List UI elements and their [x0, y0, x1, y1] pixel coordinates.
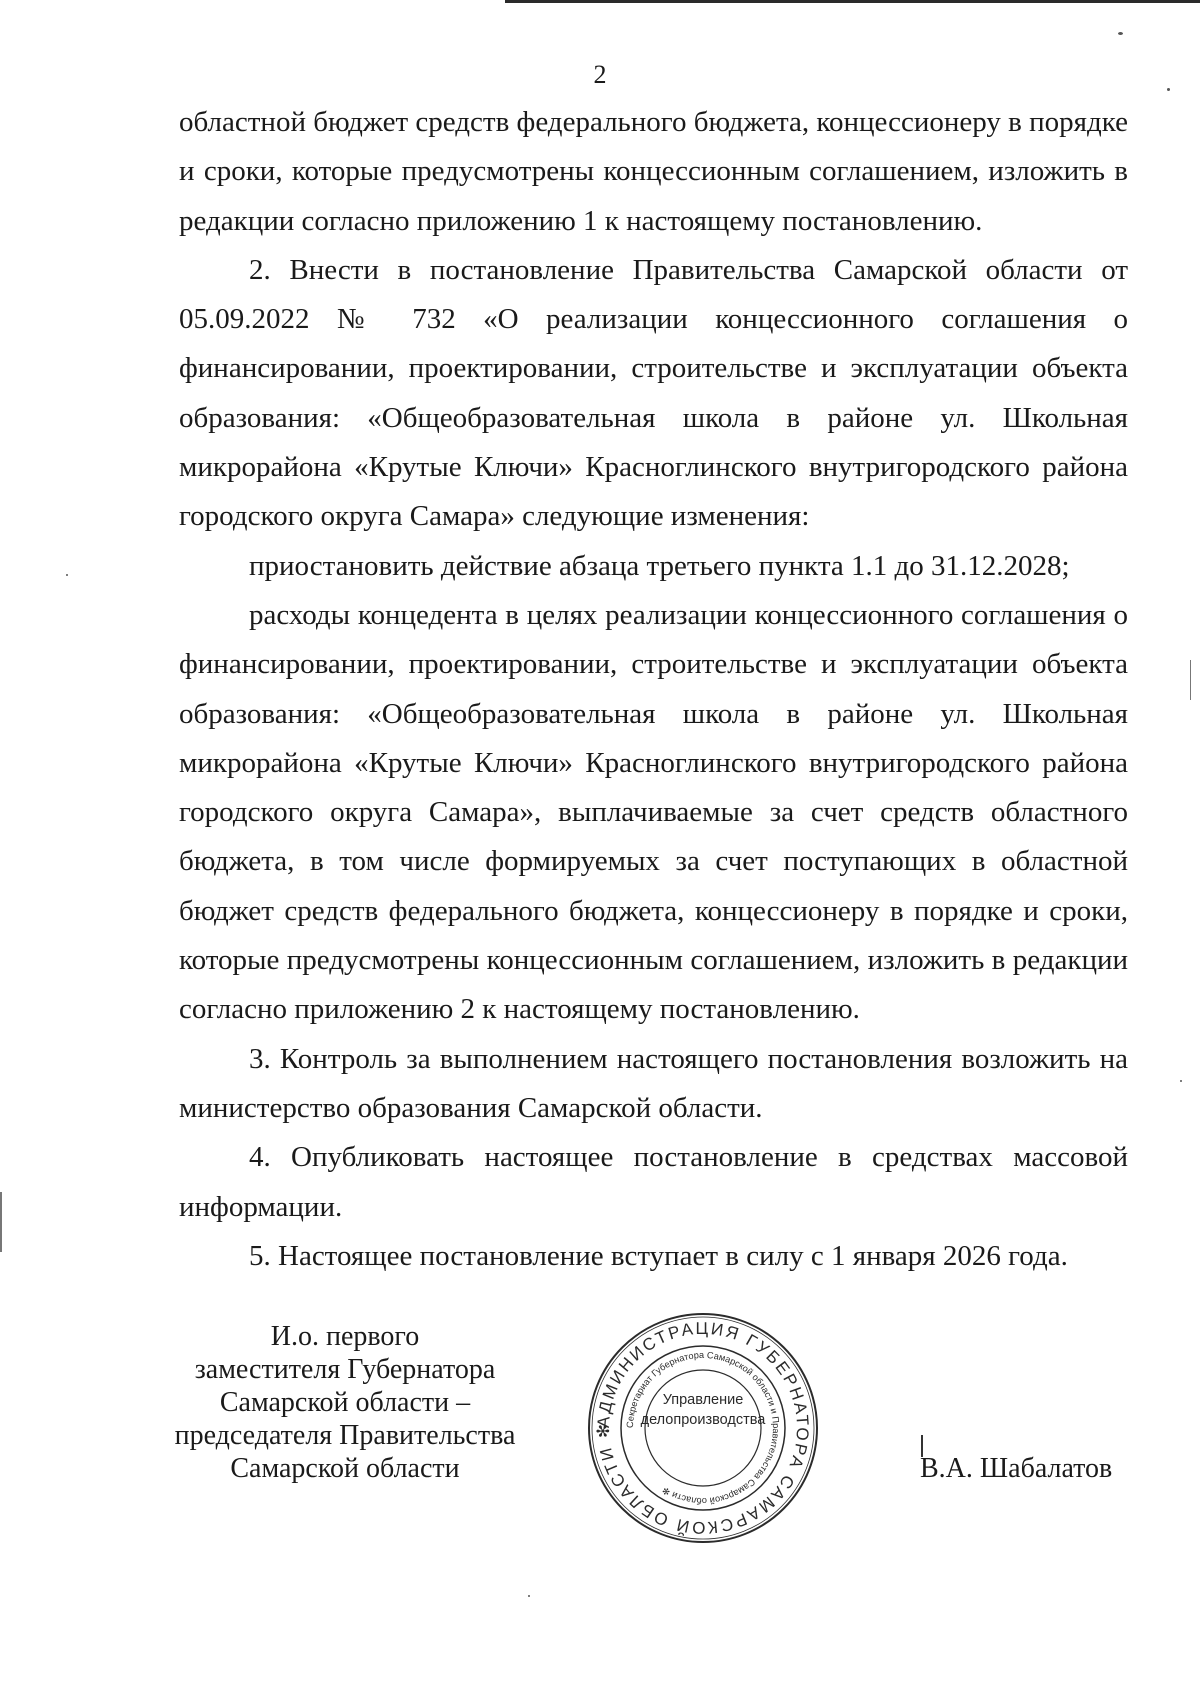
position-line: Самарской области –: [219, 1387, 471, 1418]
top-border-rule: [505, 0, 1200, 3]
scan-speck: [1167, 88, 1170, 91]
scan-speck: [1118, 32, 1123, 35]
scan-edge-mark: [0, 1192, 2, 1252]
paragraph-1-continuation: областной бюджет средств федерального бюджета, концессионеру в порядке и сроки, которые предусмотрены концессионным соглашением, изложить в редакции согласно приложению 1 к настоящему постановлению.: [179, 106, 1128, 237]
seal-center: [635, 1390, 771, 1430]
document-body: [179, 98, 1128, 1281]
scan-speck: [1180, 1080, 1182, 1082]
position-line: И.о. первого: [270, 1321, 420, 1352]
official-seal-stamp: [583, 1308, 823, 1548]
paragraph-item-3: 3. Контроль за выполнением настоящего постановления возложить на министерство образования Самарской области.: [179, 1042, 1128, 1124]
seal-inner-ring-text: Секретариат Губернатора Самарской области и Правительства Самарской области ✻: [624, 1349, 782, 1507]
position-line: Самарской области: [230, 1453, 460, 1484]
paragraph-item-4: 4. Опубликовать настоящее постановление в средствах массовой информации.: [179, 1141, 1128, 1223]
paragraph-item-5: 5. Настоящее постановление вступает в силу с 1 января 2026 года.: [249, 1239, 1068, 1272]
scan-speck: [66, 574, 68, 576]
seal-center-line: Управление: [662, 1392, 744, 1408]
position-line: заместителя Губернатора: [194, 1354, 496, 1385]
position-line: председателя Правительства: [174, 1420, 516, 1451]
scan-speck: [528, 1595, 530, 1597]
seal-outer-text: АДМИНИСТРАЦИЯ ГУБЕРНАТОРА САМАРСКОЙ ОБЛАСТИ ✻: [593, 1318, 813, 1538]
signatory-position: [150, 1320, 540, 1485]
scan-edge-mark: [1190, 660, 1191, 700]
paragraph-expenses: расходы концедента в целях реализации концессионного соглашения о финансировании, проектировании, строительстве и эксплуатации объекта образования: «Общеобразовательная школа в районе ул. Школьная микрорайона «Крутые Ключи» Красноглинского внутригородского района городского округа Самара», выплачиваемые за счет средств областного бюджета, в том числе формируемых за счет поступающих в областной бюджет средств федерального бюджета, концессионеру в порядке и сроки, которые предусмотрены концессионным соглашением, изложить в редакции согласно приложению 2 к настоящему постановлению.: [179, 598, 1128, 1026]
seal-center-line: делопроизводства: [640, 1412, 766, 1428]
paragraph-item-2: 2. Внести в постановление Правительства Самарской области от 05.09.2022 № 732 «О реализации концессионного соглашения о финансировании, проектировании, строительстве и эксплуатации объекта образования: «Общеобразовательная школа в районе ул. Школьная микрорайона «Крутые Ключи» Красноглинского внутригородского района городского округа Самара» следующие изменения:: [179, 253, 1128, 533]
paragraph-suspend-clause: приостановить действие абзаца третьего пункта 1.1 до 31.12.2028;: [249, 549, 1070, 582]
signer-name: В.А. Шабалатов: [920, 1453, 1113, 1484]
page-number: 2: [593, 60, 607, 89]
